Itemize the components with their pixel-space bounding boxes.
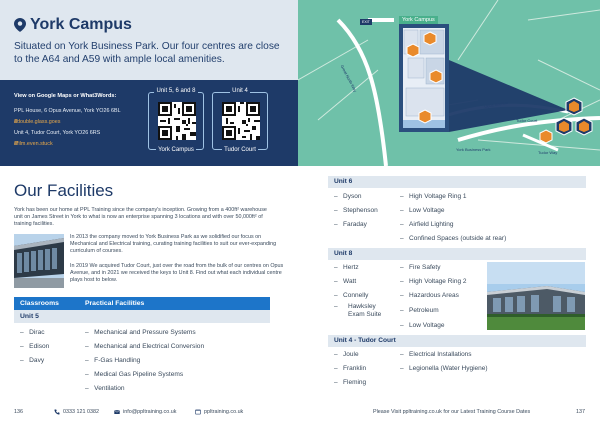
building-photo-tudor-court <box>14 234 64 288</box>
unit5-table <box>14 297 270 323</box>
classroom-name: – Franklin <box>334 365 367 372</box>
footer-website[interactable]: ppltraining.co.uk <box>195 409 243 415</box>
qr-code-icon <box>222 102 260 140</box>
classroom-name: – Davy <box>20 357 45 364</box>
facility-name: – Petroleum <box>400 307 439 314</box>
building-image <box>14 234 64 288</box>
facility-name: – Medical Gas Pipeline Systems <box>85 371 184 378</box>
location-pin-icon <box>14 18 26 32</box>
w3w-link-1[interactable]: ///double.glass.goes <box>14 119 61 125</box>
facility-name: – Electrical Installations <box>400 351 472 358</box>
facilities-intro: York has been our home at PPL Training since the company's inception. Growing from a 400ft² warehouse unit on James Street in York to what is now an enterprise spanning 3 locations and with over 50,000ft² of training facilities. <box>14 207 267 228</box>
classroom-name: – Watt <box>334 278 357 285</box>
road-label-opus-avenue: Opus Avenue <box>483 99 509 110</box>
address-ppl-house: PPL House, 6 Opus Avenue, York YO26 6BL <box>14 108 121 114</box>
facilities-heading: Our Facilities <box>14 181 114 200</box>
unit-8-heading: Unit 8 <box>328 248 586 260</box>
classroom-name: – Dirac <box>20 329 45 336</box>
facility-name: – Low Voltage <box>400 207 445 214</box>
road-label-tudor-court: Tudor Court <box>516 118 538 123</box>
email-icon <box>114 409 120 415</box>
page-number-left: 136 <box>14 409 23 415</box>
facility-name: – Ventilation <box>85 385 125 392</box>
facility-name: – High Voltage Ring 1 <box>400 193 467 200</box>
road-label-york-business-park: York Business Park <box>456 147 491 152</box>
classroom-name: – Dyson <box>334 193 362 200</box>
footer-visit-note: Please Visit ppltraining.co.uk for our Latest Training Course Dates <box>373 409 531 415</box>
classroom-name: – Edison <box>20 343 50 350</box>
maps-panel <box>0 80 298 166</box>
maps-title: View on Google Maps or What3Words: <box>14 93 117 99</box>
facility-name: – Confined Spaces (outside at rear) <box>400 235 507 242</box>
col-practical-facilities: Practical Facilities <box>79 297 270 310</box>
classroom-name: – Hawksley Exam Suite <box>334 303 382 318</box>
facility-name: – Fire Safety <box>400 264 441 271</box>
page-number-right: 137 <box>576 409 585 415</box>
facilities-history-2019: In 2019 We acquired Tudor Court, just over the road from the bulk of our centres on Opus Avenue, and in 2021 we received the keys to Unit 8. Find out what each individual centre plays host to below. <box>70 263 284 284</box>
hero-panel <box>0 0 298 80</box>
road-label-great-north-way: Great North Way <box>339 64 359 93</box>
footer-phone[interactable]: 0333 121 0382 <box>54 409 99 415</box>
address-tudor-court: Unit 4, Tudor Court, York YO26 6RS <box>14 130 101 136</box>
globe-icon <box>195 409 201 415</box>
w3w-link-2[interactable]: ///film.even.stuck <box>14 141 53 147</box>
qr-code-york-campus[interactable]: Unit 5, 6 and 8 York Campus <box>148 92 204 150</box>
map-illustration <box>298 0 600 166</box>
phone-icon <box>54 409 60 415</box>
classroom-name: – Joule <box>334 351 359 358</box>
campus-title: York Campus <box>14 16 132 34</box>
facility-name: – Mechanical and Electrical Conversion <box>85 343 205 350</box>
qr-code-tudor-court[interactable]: Unit 4 Tudor Court <box>212 92 268 150</box>
facility-name: – F-Gas Handling <box>85 357 141 364</box>
road-great-north-way <box>338 20 386 166</box>
unit-6-heading: Unit 6 <box>328 176 586 188</box>
campus-map <box>298 0 600 166</box>
facility-name: – Airfield Lighting <box>400 221 454 228</box>
classroom-name: – Hertz <box>334 264 359 271</box>
facility-name: – Legionella (Water Hygiene) <box>400 365 488 372</box>
footer-email[interactable]: info@ppltraining.co.uk <box>114 409 176 415</box>
facility-name: – Low Voltage <box>400 322 445 329</box>
facilities-history-2013: In 2013 the company moved to York Business Park as we solidified our focus on Mechanical and Electrical training, curating training facilities to suit our ever-expanding curriculum of courses. <box>70 234 277 255</box>
map-campus-label: York Campus <box>399 16 438 24</box>
qr-code-icon <box>158 102 196 140</box>
classroom-name: – Faraday <box>334 221 367 228</box>
classroom-name: – Stephenson <box>334 207 378 214</box>
classroom-name: – Connelly <box>334 292 369 299</box>
facility-name: – Hazardous Areas <box>400 292 459 299</box>
campus-description: Situated on York Business Park. Our four centres are close to the A64 and A59 with ample local amenities. <box>14 41 280 65</box>
unit-5-heading: Unit 5 <box>14 310 270 323</box>
facility-name: – Mechanical and Pressure Systems <box>85 329 196 336</box>
building-photo-unit-8 <box>487 262 585 330</box>
exit-label: EXIT <box>362 20 370 24</box>
unit-4-heading: Unit 4 - Tudor Court <box>328 335 586 347</box>
facility-name: – High Voltage Ring 2 <box>400 278 467 285</box>
classroom-name: – Fleming <box>334 379 367 386</box>
road-label-tudor-way: Tudor Way <box>538 150 558 155</box>
col-classrooms: Classrooms <box>14 297 79 310</box>
building-image <box>487 262 585 330</box>
